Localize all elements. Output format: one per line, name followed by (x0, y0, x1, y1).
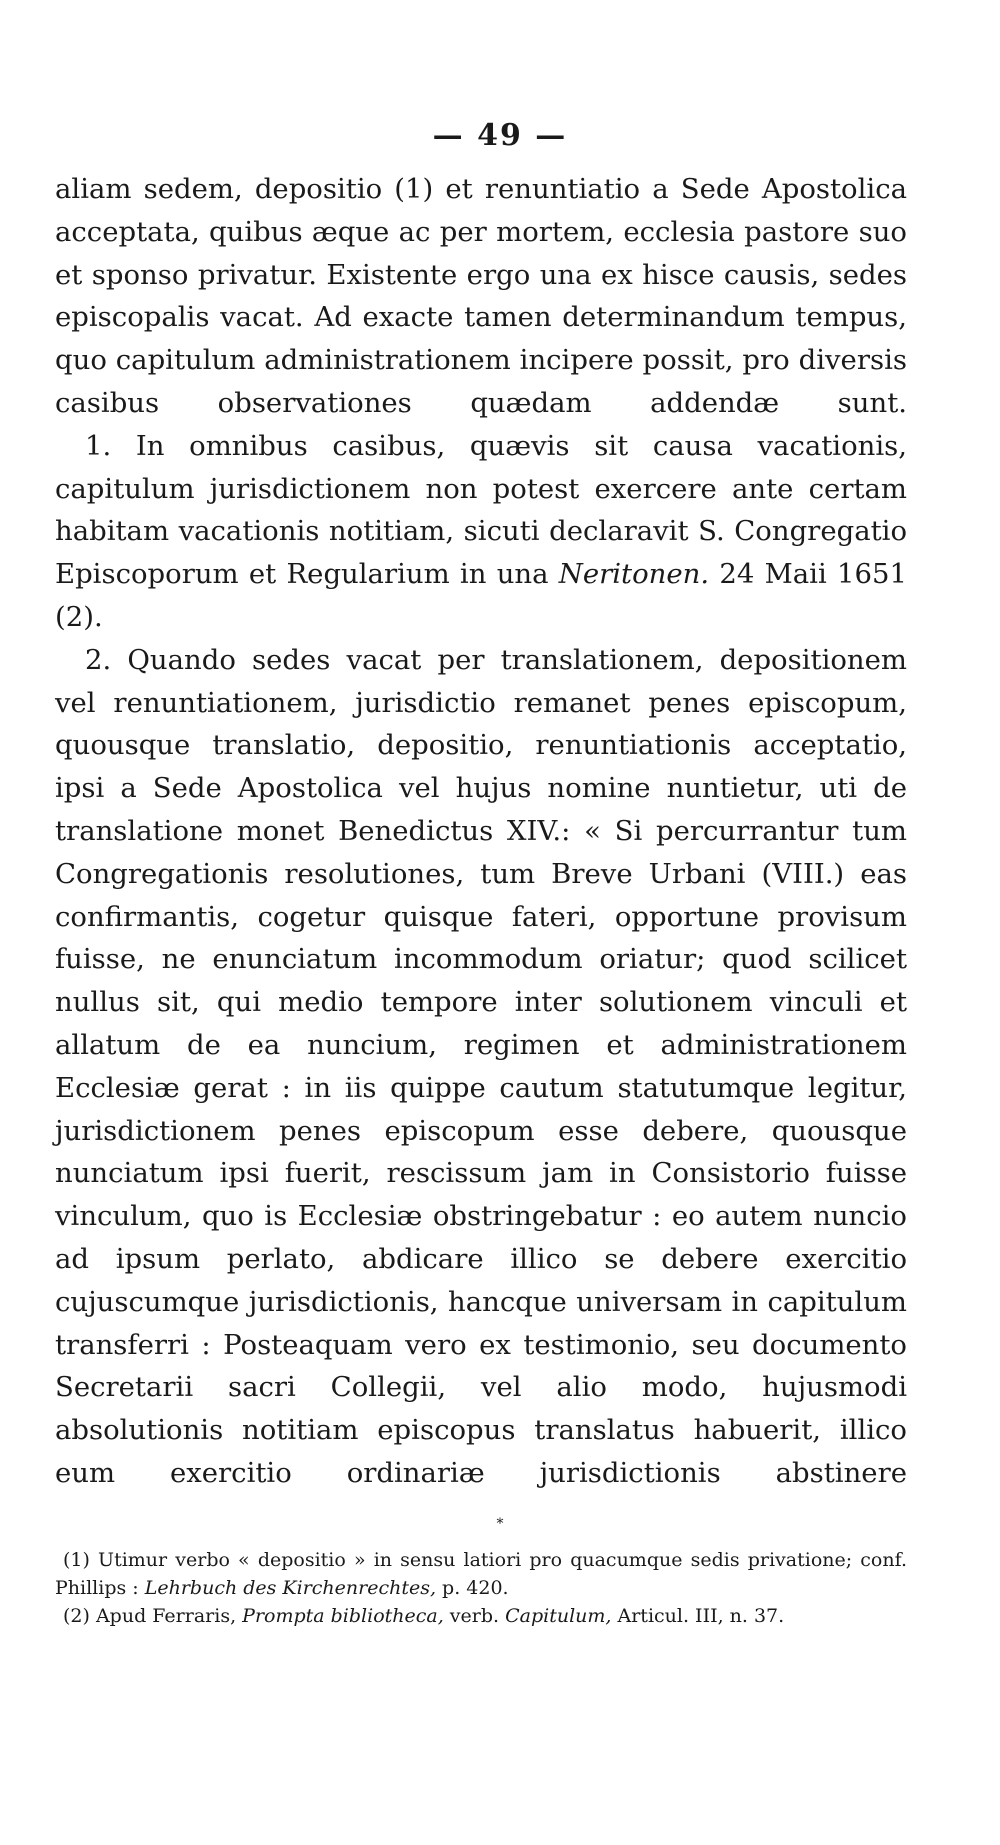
footnote-separator: * (496, 1516, 504, 1532)
page-number: — 49 — (432, 118, 568, 153)
footnote-2-suffix: Articul. III, n. 37. (611, 1605, 785, 1627)
footnote-1-italic: Lehrbuch des Kirchenrechtes, (144, 1577, 437, 1599)
footnote-2-mid: verb. (443, 1605, 506, 1627)
footnote-2-text: (2) Apud Ferraris, (63, 1605, 243, 1627)
body-text (55, 168, 907, 1495)
paragraph-2-italic: Neritonen. (558, 558, 710, 591)
footnote-2-italic: Prompta bibliotheca, (242, 1605, 444, 1627)
paragraph-2-tail: 24 Maii 1651 (2). (55, 558, 907, 633)
footnote-2-italic-2: Capitulum, (505, 1605, 612, 1627)
footnote-2 (55, 1602, 907, 1630)
footnotes (55, 1546, 907, 1630)
footnote-1-suffix: p. 420. (436, 1577, 509, 1599)
footnote-1-text: (1) Utimur verbo « depositio » in sensu latiori pro quacumque sedis privatione; conf. Phillips : (55, 1549, 907, 1599)
paragraph-1: aliam sedem, depositio (1) et renuntiatio a Sede Apostolica acceptata, quibus æque ac per mortem, ecclesia pastore suo et sponso privatur. Existente ergo una ex hisce causis, sedes episcopalis vacat. Ad exacte tamen determinandum tempus, quo capitulum administrationem incipere possit, pro diversis casibus observationes quædam addendæ sunt. (55, 173, 907, 419)
footnote-1 (55, 1546, 907, 1602)
paragraph-3: 2. Quando sedes vacat per translationem, depositionem vel renuntiationem, jurisdictio remanet penes episcopum, quousque translatio, depositio, renuntiationis acceptatio, ipsi a Sede Apostolica vel hujus nomine nuntietur, uti de translatione monet Benedictus XIV.: « Si percurrantur tum Congregationis resolutiones, tum Breve Urbani (VIII.) eas confirmantis, cogetur quisque fateri, opportune provisum fuisse, ne enunciatum incommodum oriatur; quod scilicet nullus sit, qui medio tempore inter solutionem vinculi et allatum de ea nuncium, regimen et administrationem Ecclesiæ gerat : in iis quippe cautum statutumque legitur, jurisdictionem penes episcopum esse debere, quousque nunciatum ipsi fuerit, rescissum jam in Consistorio fuisse vinculum, quo is Ecclesiæ obstringebatur : eo autem nuncio ad ipsum perlato, abdicare illico se debere exercitio cujuscumque jurisdictionis, hancque universam in capitulum transferri : Posteaquam vero ex testimonio, seu documento Secretarii sacri Collegii, vel alio modo, hujusmodi absolutionis notitiam episcopus translatus habuerit, illico eum exercitio ordinariæ jurisdictionis abstinere (55, 643, 907, 1489)
paragraph-2 (55, 425, 907, 639)
paragraph-2-text: 1. In omnibus casibus, quævis sit causa vacationis, capitulum jurisdictionem non potest exercere ante certam habitam vacationis notitiam, sicuti declaravit S. Congregatio Episcoporum et Regularium in una (55, 429, 907, 591)
